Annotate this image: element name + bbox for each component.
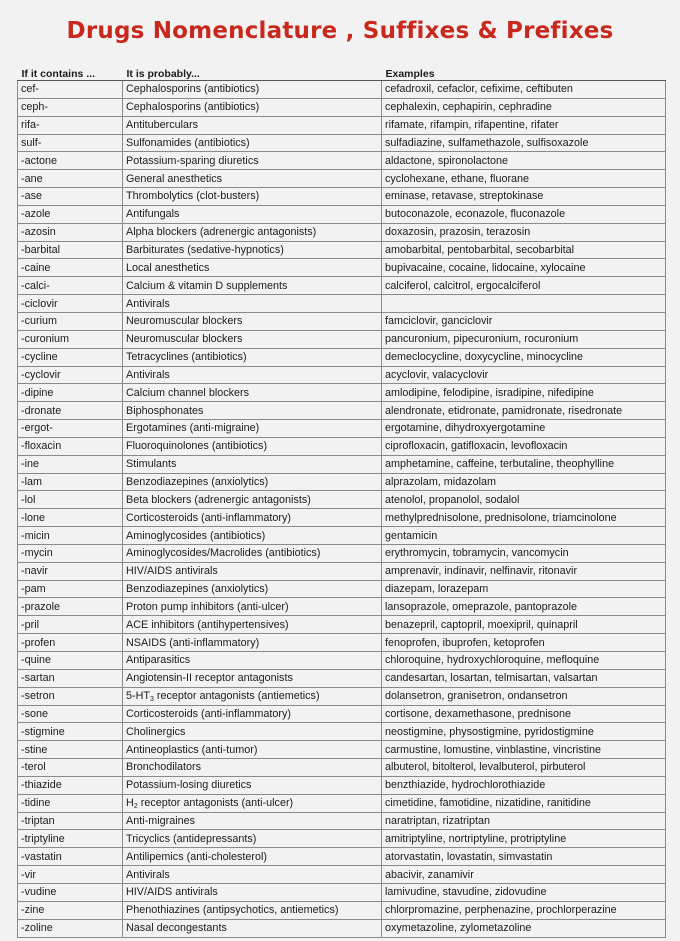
drug-class-cell: Tricyclics (antidepressants) (123, 830, 382, 848)
affix-cell: -azole (18, 205, 123, 223)
header-row (18, 62, 666, 81)
table-row (18, 134, 666, 152)
examples-cell: alprazolam, midazolam (382, 473, 666, 491)
examples-cell: chlorpromazine, perphenazine, prochlorperazine (382, 901, 666, 919)
affix-cell: -actone (18, 152, 123, 170)
examples-cell: atorvastatin, lovastatin, simvastatin (382, 848, 666, 866)
affix-cell: -profen (18, 634, 123, 652)
table-row (18, 580, 666, 598)
drug-class-cell: Anti-migraines (123, 812, 382, 830)
table-row (18, 312, 666, 330)
examples-cell: cefadroxil, cefaclor, cefixime, ceftibuten (382, 81, 666, 99)
table-row (18, 652, 666, 670)
examples-cell: carmustine, lomustine, vinblastine, vincristine (382, 741, 666, 759)
column-header-affix: If it contains ... (18, 62, 123, 81)
table-body (18, 81, 666, 938)
drug-class-cell: Calcium & vitamin D supplements (123, 277, 382, 295)
table-row (18, 919, 666, 937)
examples-cell: eminase, retavase, streptokinase (382, 188, 666, 206)
affix-cell: -tidine (18, 794, 123, 812)
table-row (18, 544, 666, 562)
affix-cell: -curonium (18, 330, 123, 348)
drug-class-cell: General anesthetics (123, 170, 382, 188)
examples-cell: amprenavir, indinavir, nelfinavir, ritonavir (382, 562, 666, 580)
examples-cell: ciprofloxacin, gatifloxacin, levofloxacin (382, 437, 666, 455)
table-row (18, 491, 666, 509)
examples-cell: amphetamine, caffeine, terbutaline, theophylline (382, 455, 666, 473)
drug-class-cell: Neuromuscular blockers (123, 330, 382, 348)
drug-class-cell: Beta blockers (adrenergic antagonists) (123, 491, 382, 509)
examples-cell: alendronate, etidronate, pamidronate, risedronate (382, 402, 666, 420)
drug-class-cell: Alpha blockers (adrenergic antagonists) (123, 223, 382, 241)
table-row (18, 277, 666, 295)
page-title: Drugs Nomenclature , Suffixes & Prefixes (66, 18, 614, 44)
drug-class-cell: Neuromuscular blockers (123, 312, 382, 330)
table-row (18, 723, 666, 741)
drug-class-cell: Antivirals (123, 295, 382, 313)
table-row (18, 901, 666, 919)
drug-class-cell: Sulfonamides (antibiotics) (123, 134, 382, 152)
table-row (18, 223, 666, 241)
drug-class-cell: Cholinergics (123, 723, 382, 741)
table-row (18, 348, 666, 366)
table-row (18, 598, 666, 616)
drug-class-cell: Antiparasitics (123, 652, 382, 670)
affix-cell: -calci- (18, 277, 123, 295)
drug-class-cell: Potassium-sparing diuretics (123, 152, 382, 170)
table-row (18, 616, 666, 634)
table-row (18, 259, 666, 277)
examples-cell: cortisone, dexamethasone, prednisone (382, 705, 666, 723)
table-row (18, 366, 666, 384)
table-row (18, 741, 666, 759)
affix-cell: -azosin (18, 223, 123, 241)
drug-class-cell: NSAIDS (anti-inflammatory) (123, 634, 382, 652)
table-row (18, 81, 666, 99)
examples-cell: dolansetron, granisetron, ondansetron (382, 687, 666, 705)
table-row (18, 509, 666, 527)
table-row (18, 241, 666, 259)
examples-cell: chloroquine, hydroxychloroquine, mefloquine (382, 652, 666, 670)
affix-cell: -vastatin (18, 848, 123, 866)
examples-cell: amitriptyline, nortriptyline, protriptyline (382, 830, 666, 848)
examples-cell: albuterol, bitolterol, levalbuterol, pirbuterol (382, 759, 666, 777)
table-row (18, 527, 666, 545)
table-row (18, 116, 666, 134)
affix-cell: -zoline (18, 919, 123, 937)
affix-cell: -navir (18, 562, 123, 580)
affix-cell: cef- (18, 81, 123, 99)
drug-class-cell: Fluoroquinolones (antibiotics) (123, 437, 382, 455)
examples-cell: benzthiazide, hydrochlorothiazide (382, 776, 666, 794)
table-row (18, 152, 666, 170)
affix-cell: -lol (18, 491, 123, 509)
drug-class-cell: Antituberculars (123, 116, 382, 134)
examples-cell (382, 295, 666, 313)
table-row (18, 205, 666, 223)
affix-cell: sulf- (18, 134, 123, 152)
drug-class-cell: Cephalosporins (antibiotics) (123, 81, 382, 99)
affix-cell: -vir (18, 866, 123, 884)
affix-cell: -micin (18, 527, 123, 545)
affix-cell: -mycin (18, 544, 123, 562)
drug-class-cell: Benzodiazepines (anxiolytics) (123, 580, 382, 598)
affix-cell: -barbital (18, 241, 123, 259)
affix-cell: -lone (18, 509, 123, 527)
drug-class-cell: HIV/AIDS antivirals (123, 562, 382, 580)
examples-cell: acyclovir, valacyclovir (382, 366, 666, 384)
drug-class-cell: Angiotensin-II receptor antagonists (123, 669, 382, 687)
affix-cell: -ase (18, 188, 123, 206)
table-row (18, 830, 666, 848)
affix-cell: -stigmine (18, 723, 123, 741)
affix-cell: -sone (18, 705, 123, 723)
drug-class-cell: Potassium-losing diuretics (123, 776, 382, 794)
examples-cell: ergotamine, dihydroxyergotamine (382, 420, 666, 438)
examples-cell: doxazosin, prazosin, terazosin (382, 223, 666, 241)
drug-class-cell: Calcium channel blockers (123, 384, 382, 402)
examples-cell: neostigmine, physostigmine, pyridostigmine (382, 723, 666, 741)
examples-cell: diazepam, lorazepam (382, 580, 666, 598)
examples-cell: bupivacaine, cocaine, lidocaine, xylocaine (382, 259, 666, 277)
drug-class-cell: Stimulants (123, 455, 382, 473)
examples-cell: demeclocycline, doxycycline, minocycline (382, 348, 666, 366)
drug-class-cell: Corticosteroids (anti-inflammatory) (123, 509, 382, 527)
examples-cell: benazepril, captopril, moexipril, quinapril (382, 616, 666, 634)
affix-cell: -triptan (18, 812, 123, 830)
examples-cell: cyclohexane, ethane, fluorane (382, 170, 666, 188)
affix-cell: -stine (18, 741, 123, 759)
table-row (18, 634, 666, 652)
table-container (17, 62, 665, 938)
drug-class-cell: Corticosteroids (anti-inflammatory) (123, 705, 382, 723)
examples-cell: erythromycin, tobramycin, vancomycin (382, 544, 666, 562)
examples-cell: butoconazole, econazole, fluconazole (382, 205, 666, 223)
table-row (18, 402, 666, 420)
drug-class-cell: HIV/AIDS antivirals (123, 883, 382, 901)
examples-cell: calciferol, calcitrol, ergocalciferol (382, 277, 666, 295)
examples-cell: fenoprofen, ibuprofen, ketoprofen (382, 634, 666, 652)
drug-class-cell: Bronchodilators (123, 759, 382, 777)
table-row (18, 759, 666, 777)
affix-cell: -zine (18, 901, 123, 919)
table-row (18, 330, 666, 348)
table-row (18, 705, 666, 723)
table-row (18, 473, 666, 491)
examples-cell: abacivir, zanamivir (382, 866, 666, 884)
examples-cell: aldactone, spironolactone (382, 152, 666, 170)
drug-class-cell: Antineoplastics (anti-tumor) (123, 741, 382, 759)
drug-class-cell: Antivirals (123, 366, 382, 384)
examples-cell: methylprednisolone, prednisolone, triamcinolone (382, 509, 666, 527)
examples-cell: amlodipine, felodipine, isradipine, nifedipine (382, 384, 666, 402)
affix-cell: -quine (18, 652, 123, 670)
affix-cell: -lam (18, 473, 123, 491)
affix-cell: rifa- (18, 116, 123, 134)
examples-cell: amobarbital, pentobarbital, secobarbital (382, 241, 666, 259)
affix-cell: -pam (18, 580, 123, 598)
drug-class-cell: Biphosphonates (123, 402, 382, 420)
table-row (18, 437, 666, 455)
table-row (18, 883, 666, 901)
drug-class-cell: Cephalosporins (antibiotics) (123, 98, 382, 116)
table-row (18, 687, 666, 705)
affix-cell: -cyclovir (18, 366, 123, 384)
column-header-class: It is probably... (123, 62, 382, 81)
nomenclature-table (17, 62, 666, 938)
affix-cell: -terol (18, 759, 123, 777)
column-header-examples: Examples (382, 62, 666, 81)
drug-class-cell: Antivirals (123, 866, 382, 884)
drug-class-cell: Antifungals (123, 205, 382, 223)
affix-cell: -cycline (18, 348, 123, 366)
affix-cell: -setron (18, 687, 123, 705)
table-row (18, 295, 666, 313)
examples-cell: gentamicin (382, 527, 666, 545)
drug-class-cell: Nasal decongestants (123, 919, 382, 937)
examples-cell: lamivudine, stavudine, zidovudine (382, 883, 666, 901)
affix-cell: -triptyline (18, 830, 123, 848)
examples-cell: sulfadiazine, sulfamethazole, sulfisoxazole (382, 134, 666, 152)
drug-class-cell: Tetracyclines (antibiotics) (123, 348, 382, 366)
table-row (18, 384, 666, 402)
table-row (18, 188, 666, 206)
affix-cell: -floxacin (18, 437, 123, 455)
examples-cell: oxymetazoline, zylometazoline (382, 919, 666, 937)
affix-cell: -pril (18, 616, 123, 634)
drug-class-cell: Local anesthetics (123, 259, 382, 277)
drug-class-cell: Antilipemics (anti-cholesterol) (123, 848, 382, 866)
affix-cell: -ergot- (18, 420, 123, 438)
table-row (18, 848, 666, 866)
drug-class-cell: Aminoglycosides/Macrolides (antibiotics) (123, 544, 382, 562)
examples-cell: cimetidine, famotidine, nizatidine, ranitidine (382, 794, 666, 812)
examples-cell: famciclovir, ganciclovir (382, 312, 666, 330)
affix-cell: -prazole (18, 598, 123, 616)
table-row (18, 776, 666, 794)
affix-cell: -curium (18, 312, 123, 330)
drug-class-cell: $H_2$ receptor antagonists (anti-ulcer) (123, 794, 382, 812)
table-row (18, 812, 666, 830)
drug-class-cell: Phenothiazines (antipsychotics, antiemetics) (123, 901, 382, 919)
table-row (18, 420, 666, 438)
examples-cell: pancuronium, pipecuronium, rocuronium (382, 330, 666, 348)
affix-cell: -ciclovir (18, 295, 123, 313)
table-row (18, 669, 666, 687)
affix-cell: -sartan (18, 669, 123, 687)
table-row (18, 866, 666, 884)
drug-class-cell: Barbiturates (sedative-hypnotics) (123, 241, 382, 259)
table-row (18, 98, 666, 116)
affix-cell: -dipine (18, 384, 123, 402)
examples-cell: atenolol, propanolol, sodalol (382, 491, 666, 509)
drug-class-cell: $5-HT_3$ receptor antagonists (antiemetics) (123, 687, 382, 705)
table-row (18, 562, 666, 580)
affix-cell: -ine (18, 455, 123, 473)
affix-cell: -vudine (18, 883, 123, 901)
table-row (18, 170, 666, 188)
examples-cell: lansoprazole, omeprazole, pantoprazole (382, 598, 666, 616)
affix-cell: -caine (18, 259, 123, 277)
affix-cell: -thiazide (18, 776, 123, 794)
examples-cell: naratriptan, rizatriptan (382, 812, 666, 830)
examples-cell: candesartan, losartan, telmisartan, valsartan (382, 669, 666, 687)
drug-class-cell: Aminoglycosides (antibiotics) (123, 527, 382, 545)
affix-cell: ceph- (18, 98, 123, 116)
drug-class-cell: Proton pump inhibitors (anti-ulcer) (123, 598, 382, 616)
drug-class-cell: Benzodiazepines (anxiolytics) (123, 473, 382, 491)
examples-cell: cephalexin, cephapirin, cephradine (382, 98, 666, 116)
table-row (18, 794, 666, 812)
drug-class-cell: ACE inhibitors (antihypertensives) (123, 616, 382, 634)
table-row (18, 455, 666, 473)
examples-cell: rifamate, rifampin, rifapentine, rifater (382, 116, 666, 134)
drug-class-cell: Ergotamines (anti-migraine) (123, 420, 382, 438)
affix-cell: -ane (18, 170, 123, 188)
affix-cell: -dronate (18, 402, 123, 420)
drug-class-cell: Thrombolytics (clot-busters) (123, 188, 382, 206)
